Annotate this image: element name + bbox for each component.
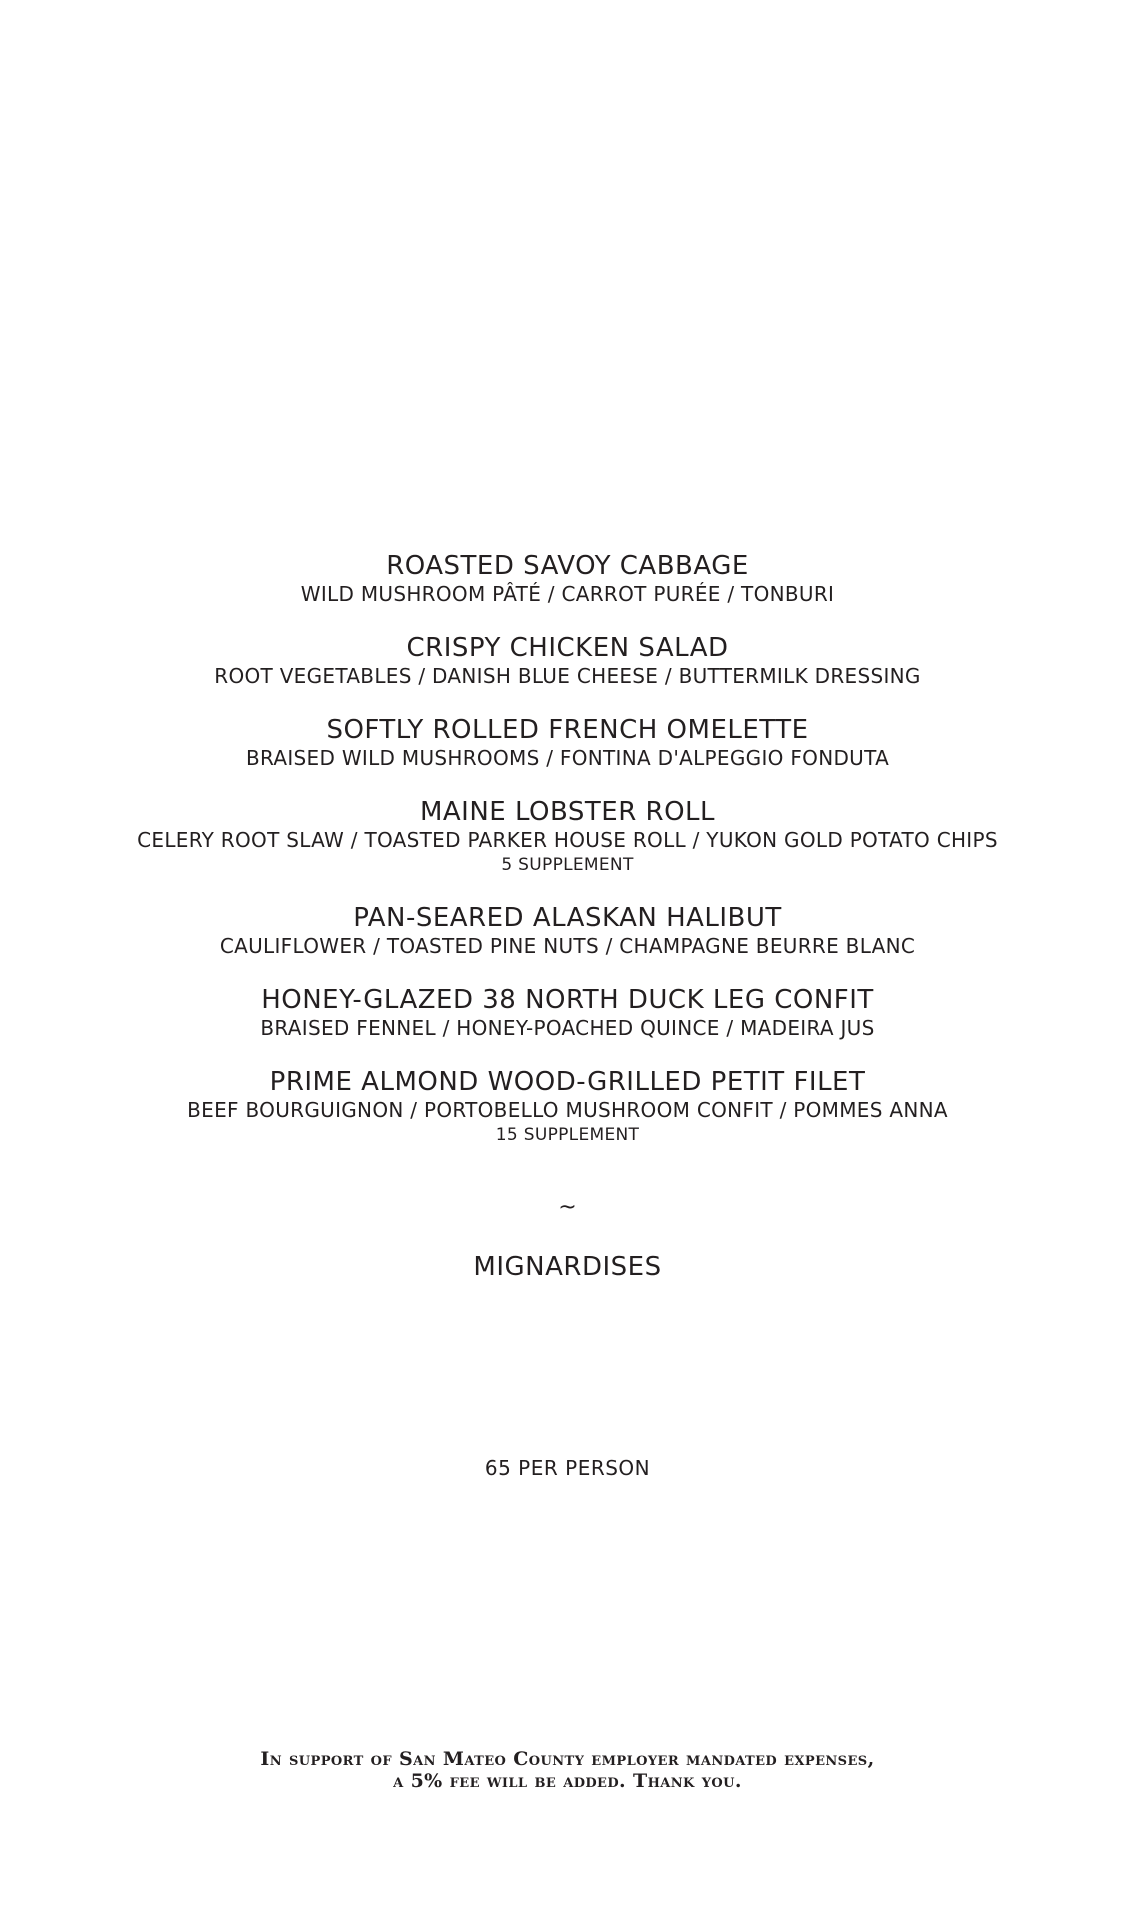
dish-supplement: 15 SUPPLEMENT bbox=[495, 1125, 640, 1145]
course-french-omelette bbox=[0, 715, 1135, 771]
mignardises-heading: MIGNARDISES bbox=[473, 1252, 662, 1282]
course-crispy-chicken-salad bbox=[0, 633, 1135, 689]
footer-line-2: a 5% fee will be added. Thank you. bbox=[393, 1770, 742, 1792]
dish-description: BEEF BOURGUIGNON / PORTOBELLO MUSHROOM CONFIT / POMMES ANNA bbox=[187, 1098, 948, 1122]
dish-description: ROOT VEGETABLES / DANISH BLUE CHEESE / BUTTERMILK DRESSING bbox=[214, 664, 921, 688]
menu-courses bbox=[0, 551, 1135, 1147]
dish-name: PAN-SEARED ALASKAN HALIBUT bbox=[353, 903, 782, 933]
dish-name: CRISPY CHICKEN SALAD bbox=[406, 633, 729, 663]
dish-name: PRIME ALMOND WOOD-GRILLED PETIT FILET bbox=[269, 1067, 866, 1097]
course-maine-lobster-roll bbox=[0, 797, 1135, 877]
price-per-person: 65 PER PERSON bbox=[484, 1456, 651, 1480]
dish-description: BRAISED WILD MUSHROOMS / FONTINA D'ALPEGGIO FONDUTA bbox=[245, 746, 890, 770]
footer-notice bbox=[0, 1748, 1135, 1792]
dish-name: MAINE LOBSTER ROLL bbox=[419, 797, 716, 827]
course-alaskan-halibut bbox=[0, 903, 1135, 959]
dish-name: ROASTED SAVOY CABBAGE bbox=[386, 551, 749, 581]
separator: ~ bbox=[558, 1195, 577, 1220]
dish-description: CAULIFLOWER / TOASTED PINE NUTS / CHAMPAGNE BEURRE BLANC bbox=[219, 934, 916, 958]
dish-description: CELERY ROOT SLAW / TOASTED PARKER HOUSE ROLL / YUKON GOLD POTATO CHIPS bbox=[137, 828, 998, 852]
dish-description: WILD MUSHROOM PÂTÉ / CARROT PURÉE / TONBURI bbox=[300, 582, 835, 606]
course-duck-leg-confit bbox=[0, 985, 1135, 1041]
dish-name: HONEY-GLAZED 38 NORTH DUCK LEG CONFIT bbox=[261, 985, 874, 1015]
dish-supplement: 5 SUPPLEMENT bbox=[501, 855, 634, 875]
course-petit-filet bbox=[0, 1067, 1135, 1147]
course-roasted-savoy-cabbage bbox=[0, 551, 1135, 607]
footer-line-1: In support of San Mateo County employer mandated expenses, bbox=[260, 1748, 875, 1770]
dish-description: BRAISED FENNEL / HONEY-POACHED QUINCE / MADEIRA JUS bbox=[260, 1016, 875, 1040]
dish-name: SOFTLY ROLLED FRENCH OMELETTE bbox=[326, 715, 809, 745]
